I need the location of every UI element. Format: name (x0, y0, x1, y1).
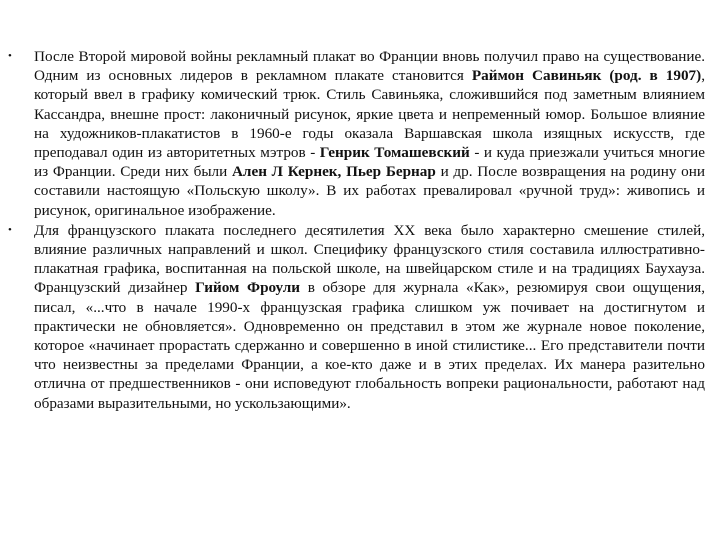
bullet-list (8, 47, 705, 413)
text-segment: Для французского плаката последнего десятилетия XX века было характерно смешение стилей, влияние различных направлений и школ. Специфику французского стиля составила иллюстративно-плакатная графика, воспитанная на польской школе, на швейцарском стиле и на традициях Баухауза. Французский дизайнер (34, 221, 705, 297)
bullet-marker: • (8, 50, 12, 62)
bullet-marker: • (8, 223, 12, 236)
text-segment: и др. После возвращения на родину они составили настоящую «Польскую школу». В их работах превалировал «ручной труд»: живопись и рисунок, оригинальное изображение. (34, 163, 706, 219)
bold-name-segment: Гийом Фроули (195, 279, 301, 297)
text-segment: , который ввел в графику комический трюк. Стиль Савиньяка, сложившийся под заметным влиянием Кассандра, внешне прост: лаконичный рисунок, яркие цвета и непременный юмор. Большое влияние на художников-плакатистов в 1960-е годы оказала Варшавская школа изящных искусств, где преподавал один из авторитетных мэтров - (34, 67, 705, 162)
paragraph-text (34, 222, 705, 412)
bullet-item (8, 221, 705, 413)
text-segment: - и куда приезжали учиться многие из Франции. Среди них были (34, 144, 706, 181)
paragraph-text (34, 48, 705, 219)
bold-name-segment: Раймон Савиньяк (род. в 1907) (471, 67, 702, 85)
bold-name-segment: Ален Л Кернек, Пьер Бернар (231, 163, 436, 181)
bullet-item (8, 47, 705, 220)
text-segment: в обзоре для журнала «Как», резюмируя свои ощущения, писал, «...что в начале 1990-х французская графика слишком уж почивает на достигнутом и практически не обновляется». Одновременно он представил в этом же журнале новое поколение, которое «начинает прорастать сдержанно и совершенно в иной стилистике... Его представители почти что неизвестны за пределами Франции, а кое-кто даже и в этих пределах. Их манера разительно отлична от предшественников - они исповедуют глобальность вопреки рациональности, работают над образами выразительными, но ускользающими». (34, 279, 705, 412)
bold-name-segment: Генрик Томашевский (319, 144, 470, 162)
text-segment: После Второй мировой войны рекламный плакат во Франции вновь получил право на существование. Одним из основных лидеров в рекламном плакате становится (34, 48, 705, 85)
